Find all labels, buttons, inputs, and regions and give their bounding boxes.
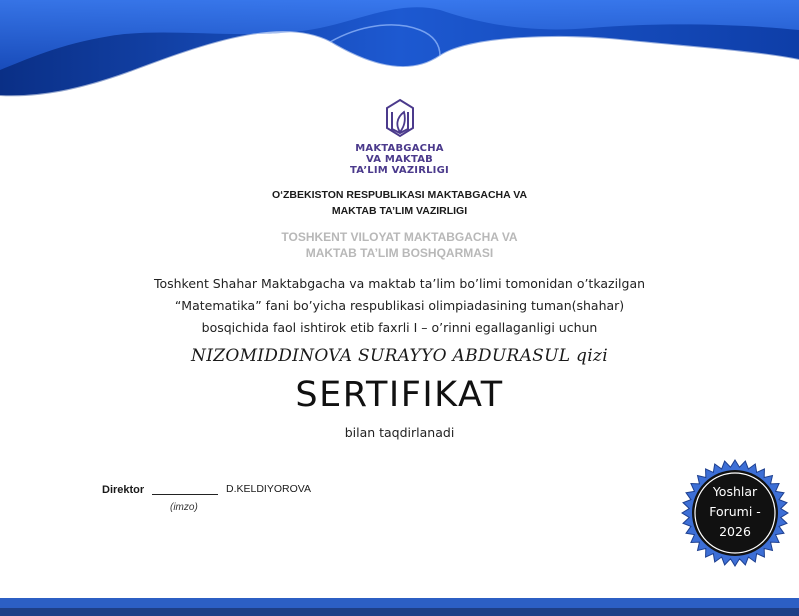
description-line: Toshkent Shahar Maktabgacha va maktab ta’lim bo’limi tomonidan o’tkazilgan xyxy=(153,276,646,291)
director-name: D.KELDIYOROVA xyxy=(226,483,311,495)
certificate-title: SERTIFIKAT xyxy=(295,375,504,415)
top-wave-decoration xyxy=(0,0,799,110)
logo-line: TA’LIM VAZIRLIGI xyxy=(350,165,449,176)
signature-note: (imzo) xyxy=(170,502,198,513)
book-leaf-icon xyxy=(384,98,416,138)
certificate-subtitle: bilan taqdirlanadi xyxy=(344,425,455,440)
ministry-heading xyxy=(0,187,799,219)
region-line: MAKTAB TA’LIM BOSHQARMASI xyxy=(305,246,494,260)
description-line: bosqichida faol ishtirok etib faxrli I – o’rinni egallaganligi uchun xyxy=(201,320,598,335)
logo-line: MAKTABGACHA xyxy=(355,143,444,154)
seal-line: Forumi - xyxy=(709,504,761,519)
seal-line: Yoshlar xyxy=(712,484,758,499)
ministry-line: MAKTAB TA’LIM VAZIRLIGI xyxy=(331,205,468,217)
signature-line xyxy=(152,494,218,495)
seal-text xyxy=(681,482,789,542)
region-line: TOSHKENT VILOYAT MAKTABGACHA VA xyxy=(281,230,518,244)
recipient-name: NIZOMIDDINOVA SURAYYO ABDURASUL qizi xyxy=(191,346,608,366)
footer-bar-decoration xyxy=(0,598,799,616)
logo-line: VA MAKTAB xyxy=(366,154,433,165)
region-heading xyxy=(0,229,799,261)
description-line: “Matematika” fani bo’yicha respublikasi olimpiadasining tuman(shahar) xyxy=(174,298,625,313)
ministry-logo-text xyxy=(0,143,799,176)
seal-line: 2026 xyxy=(719,524,751,539)
director-label: Direktor xyxy=(102,484,145,496)
award-description xyxy=(0,273,799,339)
ministry-line: O‘ZBEKISTON RESPUBLIKASI MAKTABGACHA VA xyxy=(271,189,528,201)
